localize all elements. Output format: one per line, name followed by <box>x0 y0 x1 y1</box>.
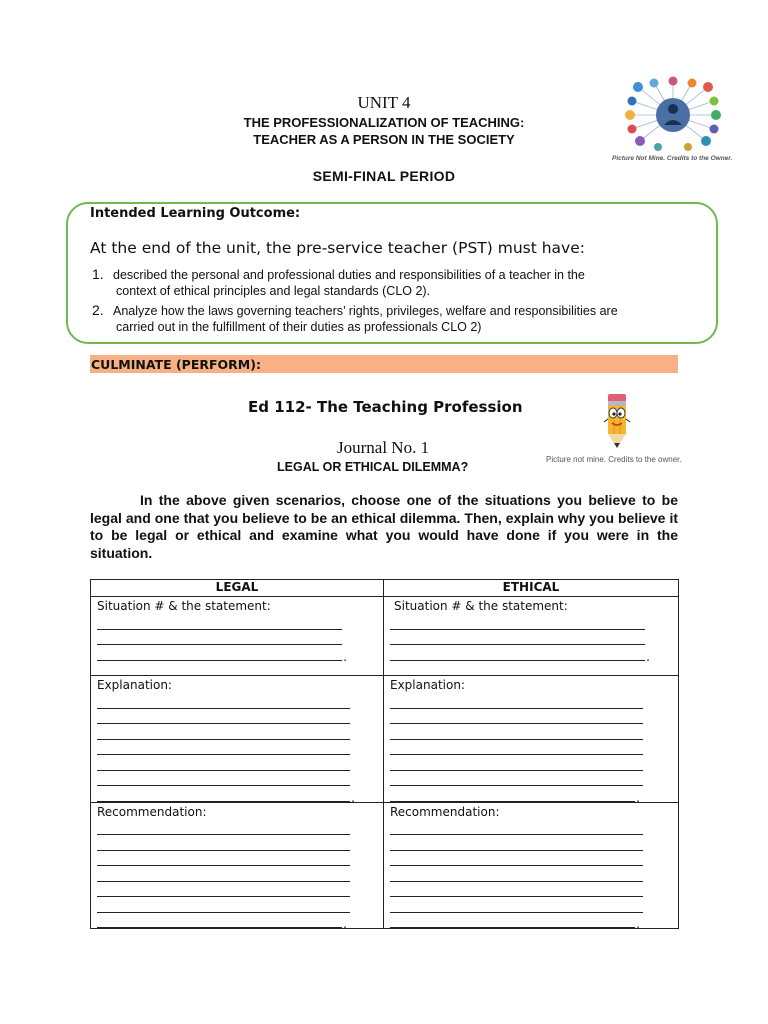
answer-line[interactable] <box>390 771 643 787</box>
situation-label: Situation # & the statement: <box>394 599 568 613</box>
ethical-recommendation-cell[interactable] <box>384 802 679 929</box>
legal-column-header: LEGAL <box>91 580 384 597</box>
answer-line[interactable] <box>390 866 643 882</box>
outcome-item-number: 2. <box>92 302 104 318</box>
answer-line[interactable] <box>97 897 350 913</box>
answer-line[interactable] <box>97 851 350 867</box>
table-row <box>91 802 679 929</box>
recommendation-label: Recommendation: <box>390 804 500 819</box>
outcome-item <box>92 266 692 298</box>
answer-line[interactable] <box>97 820 350 836</box>
journal-instructions: In the above given scenarios, choose one of the situations you believe to be legal and one that you believe to be an ethical dilemma. Then, explain why you believe it to be legal or ethical and examine what you would have done if you were in the situation. <box>90 492 678 561</box>
ethical-column-header: ETHICAL <box>384 580 679 597</box>
answer-line[interactable] <box>97 614 342 630</box>
unit-title: UNIT 4 <box>357 93 411 112</box>
outcome-item-number: 1. <box>92 266 104 282</box>
course-title: Ed 112- The Teaching Profession <box>248 398 523 416</box>
answer-line[interactable] <box>390 882 643 898</box>
outcome-item-line: carried out in the fulfillment of their duties as professionals CLO 2) <box>116 320 482 334</box>
period-heading: SEMI-FINAL PERIOD <box>312 168 456 184</box>
answer-line[interactable] <box>97 740 350 756</box>
answer-line[interactable] <box>390 614 645 630</box>
answer-line[interactable] <box>390 835 643 851</box>
journal-topic: LEGAL OR ETHICAL DILEMMA? <box>277 460 469 474</box>
answer-line[interactable] <box>97 913 342 929</box>
answer-line[interactable] <box>97 866 350 882</box>
legal-recommendation-cell[interactable] <box>91 802 384 929</box>
outcome-intro: At the end of the unit, the pre-service teacher (PST) must have: <box>90 239 585 257</box>
answer-line[interactable] <box>390 913 635 929</box>
culminate-label: CULMINATE (PERFORM): <box>91 357 261 372</box>
answer-line[interactable] <box>97 755 350 771</box>
answer-line[interactable] <box>97 693 350 709</box>
answer-line[interactable] <box>390 709 643 725</box>
answer-line[interactable] <box>97 645 342 661</box>
pencil-cartoon-image <box>592 392 642 452</box>
unit-subtitle-line2: TEACHER AS A PERSON IN THE SOCIETY <box>253 132 515 147</box>
answer-line[interactable] <box>97 882 350 898</box>
table-header-row <box>91 580 679 597</box>
answer-line[interactable] <box>97 835 350 851</box>
answer-line[interactable] <box>97 709 350 725</box>
ethical-explanation-cell[interactable] <box>384 676 679 803</box>
answer-line[interactable] <box>390 630 645 646</box>
journal-number: Journal No. 1 <box>337 438 430 457</box>
outcome-item <box>92 302 692 334</box>
answer-line[interactable] <box>390 740 643 756</box>
logo-credit: Picture Not Mine. Credits to the Owner. <box>612 155 733 162</box>
outcome-item-text <box>113 303 683 335</box>
answer-line[interactable] <box>390 897 643 913</box>
legal-situation-cell[interactable] <box>91 597 384 676</box>
table-row <box>91 597 679 676</box>
explanation-label: Explanation: <box>97 678 172 692</box>
answer-line[interactable] <box>390 820 643 836</box>
answer-line[interactable] <box>97 630 342 646</box>
answer-line[interactable] <box>390 851 643 867</box>
outcome-item-line: described the personal and professional duties and responsibilities of a teacher in the <box>113 268 585 282</box>
pencil-credit: Picture not mine. Credits to the owner. <box>546 455 682 464</box>
answer-line[interactable] <box>390 755 643 771</box>
outcome-item-line: Analyze how the laws governing teachers’ rights, privileges, welfare and responsibilities are <box>113 304 618 318</box>
answer-line[interactable] <box>390 693 643 709</box>
journal-table <box>90 579 679 929</box>
recommendation-label: Recommendation: <box>97 804 207 819</box>
answer-line[interactable] <box>97 771 350 787</box>
answer-line[interactable] <box>390 645 645 661</box>
teacher-network-image <box>618 75 728 157</box>
outcome-item-text <box>113 267 683 299</box>
unit-subtitle-line1: THE PROFESSIONALIZATION OF TEACHING: <box>243 115 525 130</box>
answer-line[interactable] <box>97 724 350 740</box>
outcome-heading: Intended Learning Outcome: <box>90 206 301 221</box>
situation-label: Situation # & the statement: <box>97 599 271 613</box>
table-row <box>91 676 679 803</box>
answer-line[interactable] <box>97 786 350 802</box>
ethical-situation-cell[interactable] <box>384 597 679 676</box>
answer-line[interactable] <box>390 786 635 802</box>
explanation-label: Explanation: <box>390 678 465 692</box>
answer-line[interactable] <box>390 724 643 740</box>
legal-explanation-cell[interactable] <box>91 676 384 803</box>
outcome-item-line: context of ethical principles and legal standards (CLO 2). <box>116 284 431 298</box>
